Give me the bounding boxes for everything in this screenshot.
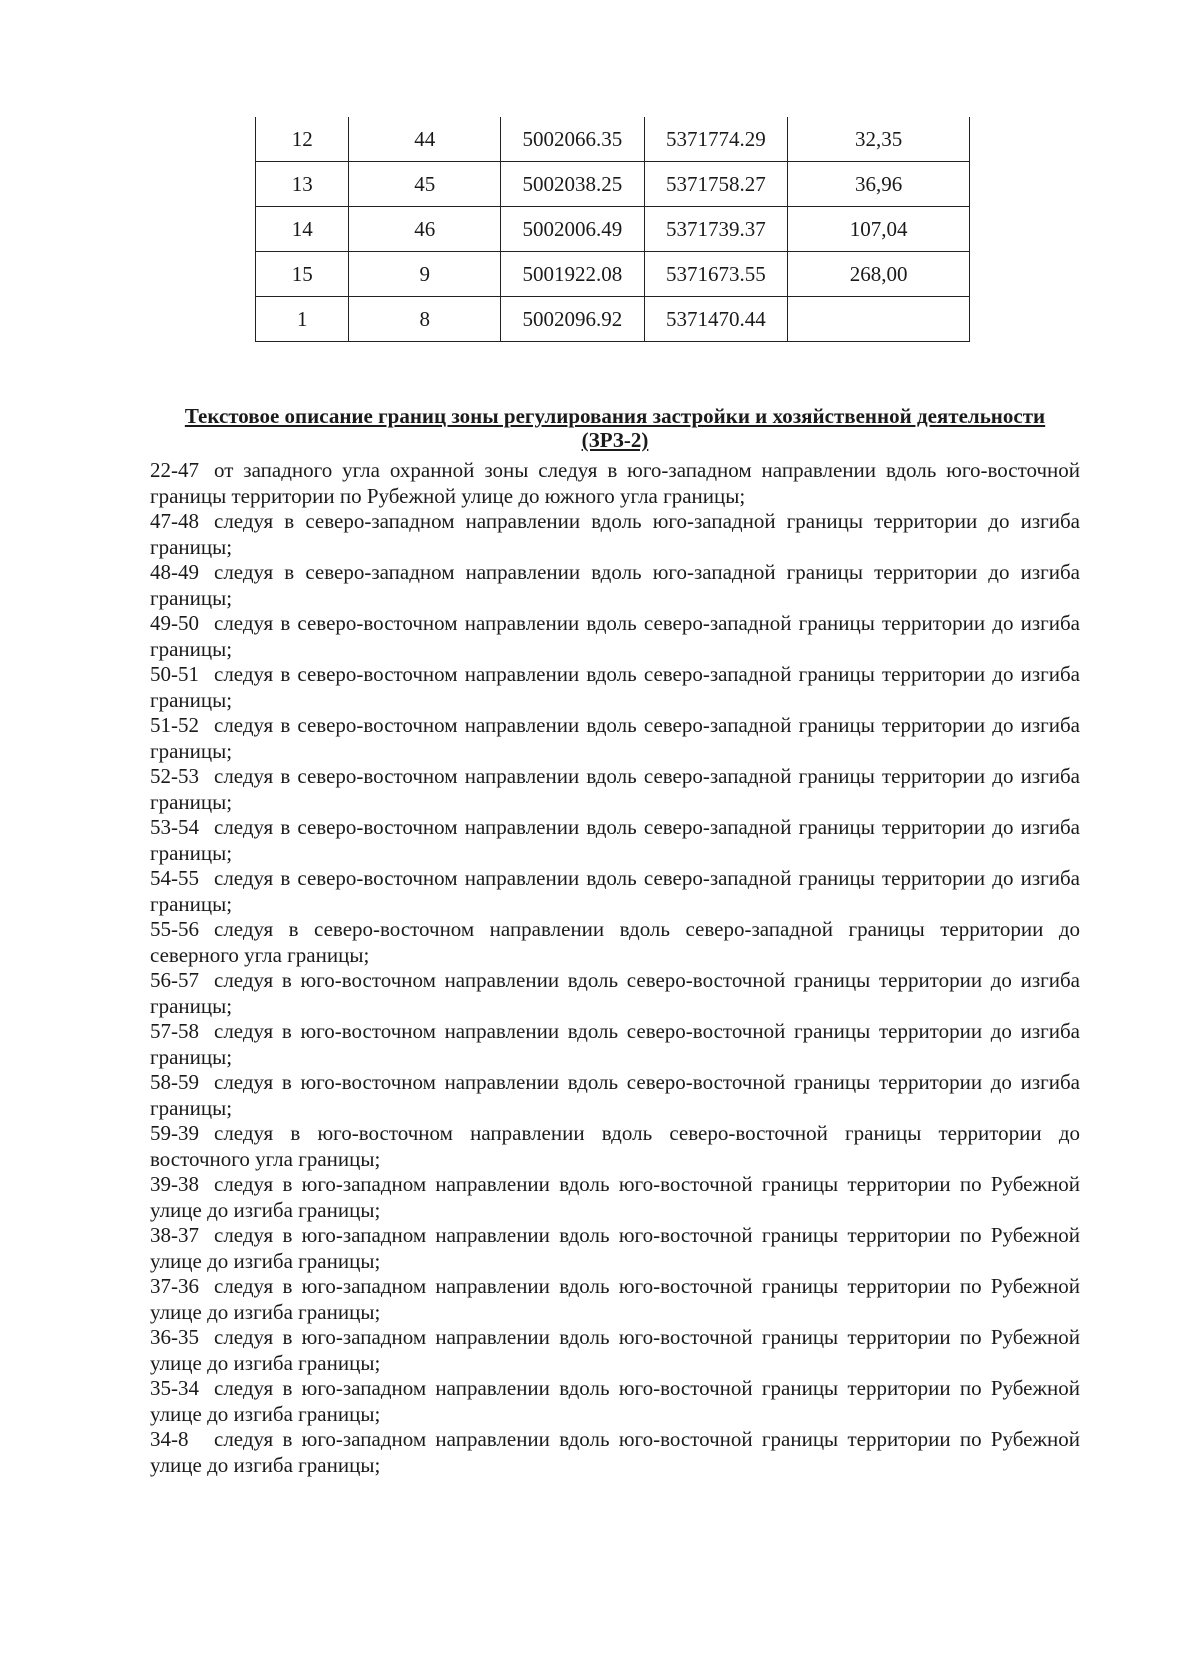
table-cell: 5002096.92: [501, 297, 645, 342]
segment-description: следуя в северо-западном направлении вдоль юго-западной границы территории до изгиба границы;: [150, 509, 1080, 559]
table-cell: 12: [256, 117, 349, 162]
table-cell: 5371739.37: [644, 207, 788, 252]
segment-description: следуя в юго-западном направлении вдоль юго-восточной границы территории по Рубежной улице до изгиба границы;: [150, 1223, 1080, 1273]
table-cell: 5002006.49: [501, 207, 645, 252]
segment-description: следуя в юго-восточном направлении вдоль северо-восточной границы территории до изгиба границы;: [150, 1070, 1080, 1120]
table-cell: 45: [349, 162, 501, 207]
table-cell: 5002038.25: [501, 162, 645, 207]
segment-label: 38-37: [150, 1223, 199, 1247]
segment-description: следуя в северо-восточном направлении вдоль северо-западной границы территории до изгиба границы;: [150, 764, 1080, 814]
table-row: [256, 117, 970, 162]
segment-description: следуя в северо-восточном направлении вдоль северо-западной границы территории до изгиба границы;: [150, 866, 1080, 916]
segment-description: следуя в юго-восточном направлении вдоль северо-восточной границы территории до восточного угла границы;: [150, 1121, 1080, 1171]
segment-label: 52-53: [150, 764, 199, 788]
section-heading: Текстовое описание границ зоны регулирования застройки и хозяйственной деятельности (ЗРЗ-2): [184, 404, 1046, 452]
table-cell: 9: [349, 252, 501, 297]
table-cell: 36,96: [788, 162, 970, 207]
boundary-entry: [150, 1121, 1080, 1172]
table-row: [256, 207, 970, 252]
segment-label: 53-54: [150, 815, 199, 839]
boundary-entry: [150, 1325, 1080, 1376]
segment-label: 58-59: [150, 1070, 199, 1094]
table-cell: 5371774.29: [644, 117, 788, 162]
boundary-entry: [150, 611, 1080, 662]
table-cell: 14: [256, 207, 349, 252]
table-cell: 5001922.08: [501, 252, 645, 297]
table-row: [256, 297, 970, 342]
segment-description: следуя в северо-восточном направлении вдоль северо-западной границы территории до изгиба границы;: [150, 713, 1080, 763]
table-row: [256, 252, 970, 297]
boundary-entry: [150, 1274, 1080, 1325]
boundary-entry: [150, 662, 1080, 713]
coordinates-table: [255, 117, 970, 342]
table-cell: [788, 297, 970, 342]
segment-label: 59-39: [150, 1121, 199, 1145]
segment-label: 35-34: [150, 1376, 199, 1400]
boundary-entry: [150, 509, 1080, 560]
segment-description: следуя в северо-восточном направлении вдоль северо-западной границы территории до северного угла границы;: [150, 917, 1080, 967]
table-cell: 44: [349, 117, 501, 162]
segment-label: 50-51: [150, 662, 199, 686]
boundary-entry: [150, 764, 1080, 815]
table-cell: 5371758.27: [644, 162, 788, 207]
segment-label: 22-47: [150, 458, 199, 482]
segment-description: следуя в северо-западном направлении вдоль юго-западной границы территории до изгиба границы;: [150, 560, 1080, 610]
boundary-entry: [150, 866, 1080, 917]
segment-label: 51-52: [150, 713, 199, 737]
segment-label: 48-49: [150, 560, 199, 584]
table-cell: 268,00: [788, 252, 970, 297]
segment-description: следуя в северо-восточном направлении вдоль северо-западной границы территории до изгиба границы;: [150, 611, 1080, 661]
table-cell: 107,04: [788, 207, 970, 252]
segment-description: следуя в северо-восточном направлении вдоль северо-западной границы территории до изгиба границы;: [150, 662, 1080, 712]
segment-description: следуя в юго-западном направлении вдоль юго-восточной границы территории по Рубежной улице до изгиба границы;: [150, 1325, 1080, 1375]
boundary-entry: [150, 1223, 1080, 1274]
segment-description: следуя в юго-восточном направлении вдоль северо-восточной границы территории до изгиба границы;: [150, 1019, 1080, 1069]
segment-label: 36-35: [150, 1325, 199, 1349]
segment-label: 39-38: [150, 1172, 199, 1196]
boundary-entry: [150, 1019, 1080, 1070]
boundary-entry: [150, 815, 1080, 866]
boundary-entry: [150, 1070, 1080, 1121]
segment-description: от западного угла охранной зоны следуя в юго-западном направлении вдоль юго-восточной границы территории по Рубежной улице до южного угла границы;: [150, 458, 1080, 508]
boundary-entry: [150, 560, 1080, 611]
table-cell: 8: [349, 297, 501, 342]
boundary-entry: [150, 458, 1080, 509]
segment-label: 34-8: [150, 1427, 189, 1451]
boundary-entry: [150, 1376, 1080, 1427]
boundary-entry: [150, 1427, 1080, 1478]
segment-label: 49-50: [150, 611, 199, 635]
segment-label: 57-58: [150, 1019, 199, 1043]
boundary-entry: [150, 917, 1080, 968]
segment-label: 37-36: [150, 1274, 199, 1298]
table-cell: 1: [256, 297, 349, 342]
table-cell: 32,35: [788, 117, 970, 162]
boundary-description: [150, 458, 1080, 1478]
boundary-entry: [150, 1172, 1080, 1223]
boundary-entry: [150, 968, 1080, 1019]
table-cell: 5371470.44: [644, 297, 788, 342]
coordinates-table-body: [256, 117, 970, 342]
table-row: [256, 162, 970, 207]
table-cell: 5371673.55: [644, 252, 788, 297]
segment-label: 56-57: [150, 968, 199, 992]
table-cell: 15: [256, 252, 349, 297]
segment-label: 47-48: [150, 509, 199, 533]
segment-description: следуя в юго-западном направлении вдоль юго-восточной границы территории по Рубежной улице до изгиба границы;: [150, 1427, 1080, 1477]
boundary-entry: [150, 713, 1080, 764]
segment-label: 54-55: [150, 866, 199, 890]
segment-description: следуя в юго-восточном направлении вдоль северо-восточной границы территории до изгиба границы;: [150, 968, 1080, 1018]
segment-description: следуя в северо-восточном направлении вдоль северо-западной границы территории до изгиба границы;: [150, 815, 1080, 865]
segment-description: следуя в юго-западном направлении вдоль юго-восточной границы территории по Рубежной улице до изгиба границы;: [150, 1172, 1080, 1222]
table-cell: 46: [349, 207, 501, 252]
segment-label: 55-56: [150, 917, 199, 941]
segment-description: следуя в юго-западном направлении вдоль юго-восточной границы территории по Рубежной улице до изгиба границы;: [150, 1376, 1080, 1426]
segment-description: следуя в юго-западном направлении вдоль юго-восточной границы территории по Рубежной улице до изгиба границы;: [150, 1274, 1080, 1324]
table-cell: 5002066.35: [501, 117, 645, 162]
table-cell: 13: [256, 162, 349, 207]
